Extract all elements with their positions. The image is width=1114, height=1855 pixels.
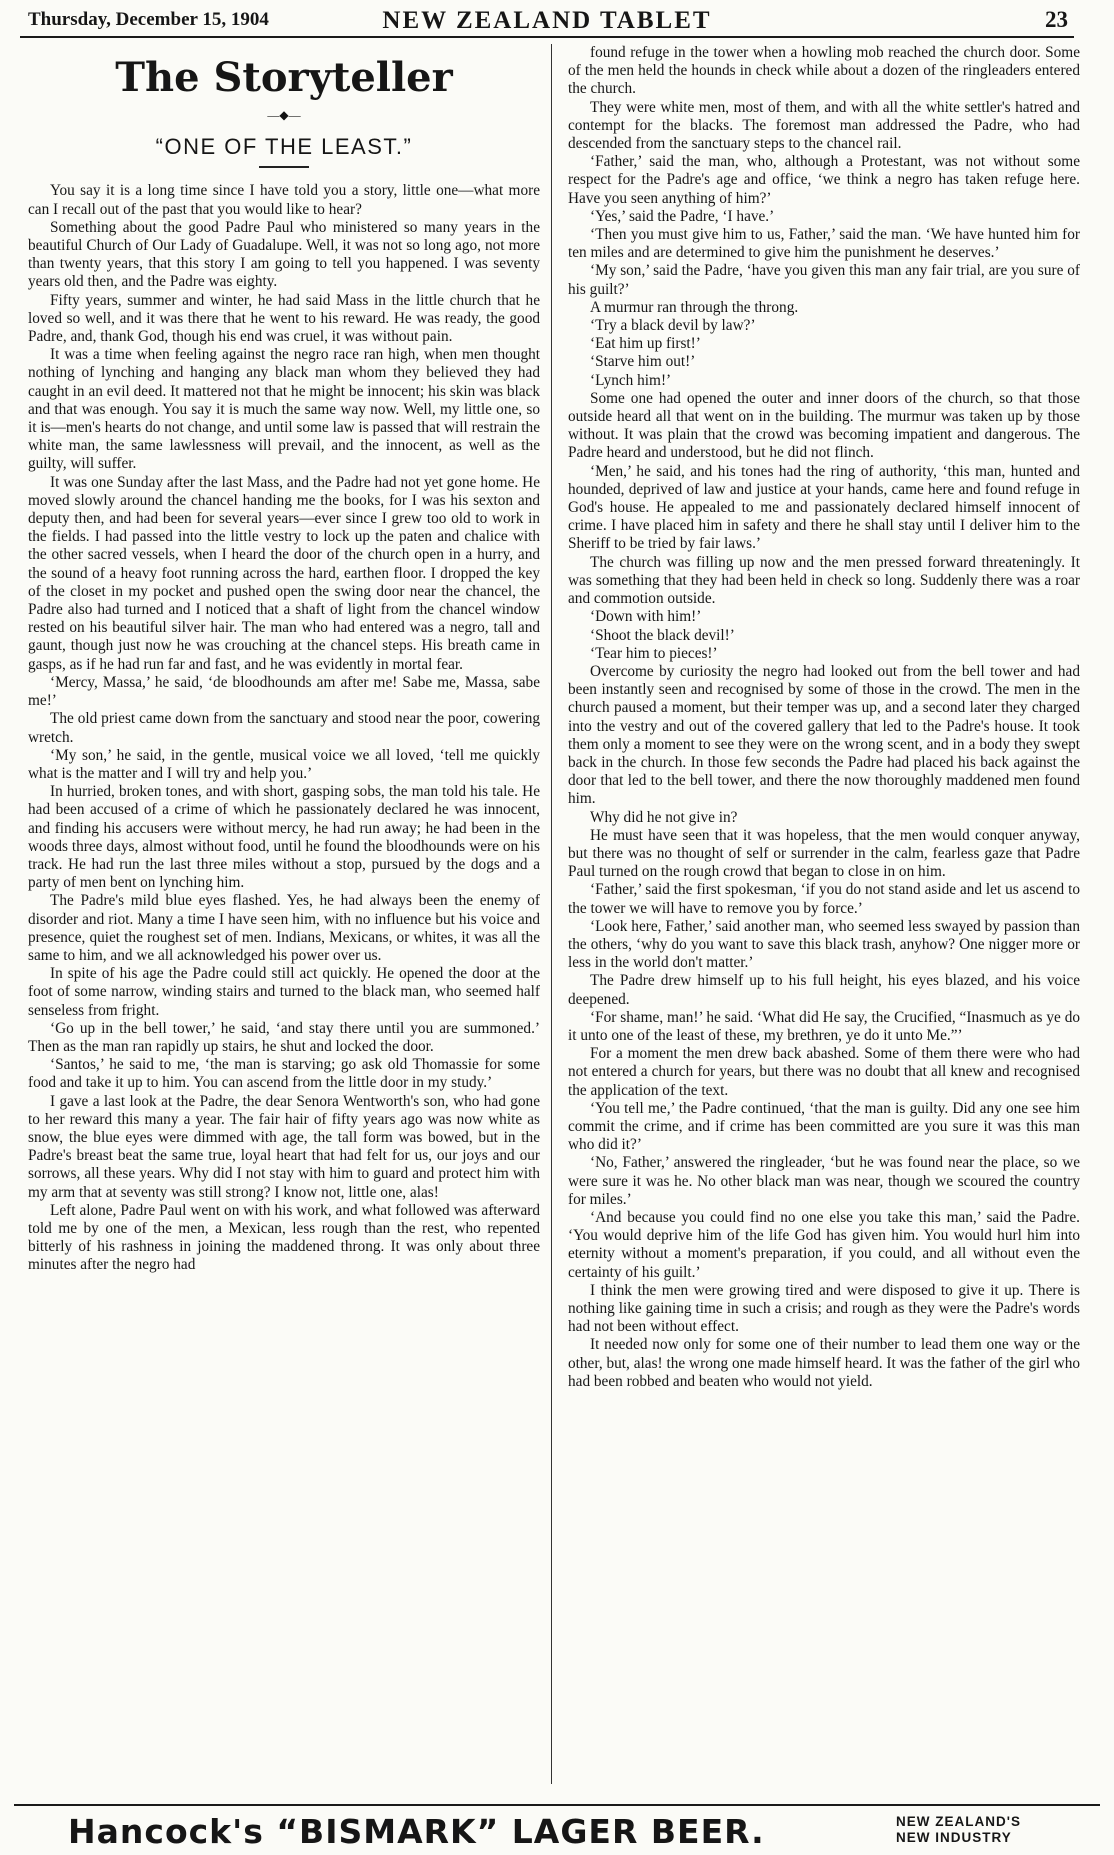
story-paragraph: ‘Go up in the bell tower,’ he said, ‘and stay there until you are summoned.’ Then as the man ran rapidly up stairs, he shut and locked the door. <box>28 1019 540 1055</box>
story-paragraph: ‘No, Father,’ answered the ringleader, ‘but he was found near the place, so we were sure it was he. No other black man was near, though we scoured the country for miles.’ <box>568 1154 1080 1208</box>
left-column <box>28 44 540 1784</box>
tagline-line-2: NEW INDUSTRY <box>896 1830 1012 1845</box>
story-paragraph: Left alone, Padre Paul went on with his work, and what followed was afterward told me by one of the men, a Mexican, less rough than the rest, who repented bitterly of his rashness in joining the maddened throng. It was only about three minutes after the negro had <box>28 1201 540 1274</box>
title-rule <box>259 166 309 168</box>
advertisement-tagline <box>896 1814 1021 1846</box>
story-paragraph: He must have seen that it was hopeless, that the men would conquer anyway, but there was no thought of self or surrender in the calm, fearless gaze that Padre Paul turned on the rough crowd that began to close in on him. <box>568 826 1080 881</box>
story-paragraph: ‘Father,’ said the man, who, although a Protestant, was not without some respect for the Padre's age and office, ‘we think a negro has taken refuge here. Have you seen anything of him?’ <box>568 153 1080 207</box>
story-paragraph: Overcome by curiosity the negro had looked out from the bell tower and had been instantly seen and recognised by some of those in the crowd. The men in the church paused a moment, but their temper was up, and a second later they charged into the vestry and out of the covered gallery that led to the Padre's house. It took them only a moment to see they were on the wrong scent, and in a body they swept back in the church. In those few seconds the Padre had placed his back against the door that led to the bell tower, and there the now thoroughly maddened men found him. <box>568 662 1080 808</box>
issue-date: Thursday, December 15, 1904 <box>28 9 269 30</box>
story-paragraph: You say it is a long time since I have told you a story, little one—what more can I recall out of the past that you would like to hear? <box>28 182 540 218</box>
story-paragraph: ‘Look here, Father,’ said another man, who seemed less swayed by passion than the others, ‘why do you want to save this black trash, anyhow? One nigger more or less in the world don't matter.’ <box>568 917 1080 972</box>
story-paragraph: It was one Sunday after the last Mass, and the Padre had not yet gone home. He moved slowly around the chancel handing me the books, for I was his sexton and deputy then, and had been for several years—ever since I grew too old to work in the fields. I had passed into the little vestry to lock up the paten and chalice with the other sacred vessels, when I heard the door of the church open in a hurry, and the sound of a heavy foot running across the hard, earthen floor. I dropped the key of the closet in my pocket and pushed open the swing door near the chancel, the Padre also had turned and I noticed that a shaft of light from the chancel window rested on his beautiful silver hair. The man who had entered was a negro, tall and gaunt, though just now he was crouching at the chancel steps. His breath came in gasps, as if he had run far and fast, and he was evidently in mortal fear. <box>28 473 540 673</box>
story-paragraph: For a moment the men drew back abashed. Some of them there were who had not entered a church for years, but there was no doubt that all knew and recognised the application of the text. <box>568 1045 1080 1099</box>
story-paragraph: ‘Mercy, Massa,’ he said, ‘de bloodhounds am after me! Sabe me, Massa, sabe me!’ <box>28 673 540 710</box>
story-paragraph: ‘You tell me,’ the Padre continued, ‘that the man is guilty. Did any one see him commit the crime, and if crime has been committed are you sure it was this man who did it?’ <box>568 1099 1080 1154</box>
story-paragraph: They were white men, most of them, and with all the white settler's hatred and contempt for the blacks. The foremost man addressed the Padre, who had descended from the sanctuary steps to the chancel rail. <box>568 98 1080 153</box>
story-paragraph: ‘Yes,’ said the Padre, ‘I have.’ <box>590 207 775 225</box>
story-paragraph: ‘Try a black devil by law?’ <box>590 317 756 335</box>
story-paragraph: ‘Men,’ he said, and his tones had the ring of authority, ‘this man, hunted and hounded, deprived of law and justice at your hands, came here and found refuge in God's house. He appealed to me and passionately declared himself innocent of crime. I have placed him in safety and there he shall stay until I deliver him to the Sheriff to be tried by fair laws.’ <box>568 462 1080 553</box>
story-paragraph: ‘Father,’ said the first spokesman, ‘if you do not stand aside and let us ascend to the tower we will have to remove you by force.’ <box>568 881 1080 917</box>
advertisement-banner <box>20 1812 1094 1852</box>
story-paragraph: I gave a last look at the Padre, the dear Senora Wentworth's son, who had gone to her reward this many a year. The fair hair of fifty years ago was now white as snow, the blue eyes were dimmed with age, the tall form was bowed, but in the Padre's breast beat the same true, loyal heart that had felt for us, our joys and our sorrows, all these years. Why did I not stay with him to guard and protect him with my arm that at seventy was still strong? I know not, little one, alas! <box>28 1092 540 1201</box>
story-paragraph: In hurried, broken tones, and with short, gasping sobs, the man told his tale. He had been accused of a crime of which he passionately declared he was innocent, and finding his accusers were without mercy, he had run away; he had been in the woods three days, almost without food, until he found the bloodhounds were on his track. He had run the last three miles without a stop, pursued by the dogs and a party of men bent on lynching him. <box>28 783 540 892</box>
story-paragraph: ‘My son,’ said the Padre, ‘have you given this man any fair trial, are you sure of his guilt?’ <box>568 262 1080 298</box>
story-paragraph: Fifty years, summer and winter, he had said Mass in the little church that he loved so well, and it was there that he went to his reward. He was ready, the good Padre, and, thank God, though his end was cruel, it was without pain. <box>28 291 540 346</box>
story-paragraph: ‘And because you could find no one else you take this man,’ said the Padre. ‘You would deprive him of the life God has given him. You would hurl him into eternity without a moment's preparation, if you could, and all without even the certainty of his guilt.’ <box>568 1209 1080 1281</box>
story-paragraph: It was a time when feeling against the negro race ran high, when men thought nothing of lynching and hanging any black man whom they believed they had caught in an evil deed. It mattered not that he might be innocent; his skin was black and that was enough. You say it is much the same way now. Well, my little one, so it is—men's hearts do not change, and until some law is passed that will restrain the white man, the same lawlessness will prevail, and the innocent, as well as the guilty, will suffer. <box>28 346 540 473</box>
section-title: The Storyteller <box>115 54 453 101</box>
left-column-body <box>28 182 540 1274</box>
story-paragraph: ‘Shoot the black devil!’ <box>590 626 735 644</box>
story-paragraph: Some one had opened the outer and inner doors of the church, so that those outside heard all that went on in the building. The murmur was taken up by those without. It was plain that the crowd was becoming impatient and dangerous. The Padre heard and understood, but he did not flinch. <box>568 389 1080 462</box>
story-paragraph: ‘Then you must give him to us, Father,’ said the man. ‘We have hunted him for ten miles and are determined to give him the punishment he deserves.’ <box>568 226 1080 262</box>
story-paragraph: The Padre drew himself up to his full height, his eyes blazed, and his voice deepened. <box>568 972 1080 1008</box>
story-paragraph: ‘Eat him up first!’ <box>590 335 701 353</box>
story-paragraph: The old priest came down from the sanctuary and stood near the poor, cowering wretch. <box>28 710 540 746</box>
right-column-body <box>568 44 1080 1391</box>
story-paragraph: A murmur ran through the throng. <box>590 298 799 316</box>
advertisement-text: Hancock's “BISMARK” LAGER BEER. <box>68 1812 765 1851</box>
story-paragraph: I think the men were growing tired and were disposed to give it up. There is nothing like gaining time in such a crisis; and rough as they were the Padre's words had not been without effect. <box>568 1281 1080 1336</box>
story-title: “ONE OF THE LEAST.” <box>155 134 413 160</box>
story-paragraph: Something about the good Padre Paul who ministered so many years in the beautiful Church of Our Lady of Guadalupe. Well, it was not so long ago, not more than twenty years, that this story I am going to tell you happened. I was seventy years old then, and the Padre was eighty. <box>28 218 540 291</box>
story-paragraph: ‘Starve him out!’ <box>590 353 696 371</box>
right-column <box>568 44 1080 1784</box>
footer-rule <box>14 1804 1100 1806</box>
story-paragraph: found refuge in the tower when a howling mob reached the church door. Some of the men held the hounds in check while about a dozen of the ringleaders entered the church. <box>568 44 1080 98</box>
page-number: 23 <box>1045 7 1068 32</box>
tagline-line-1: NEW ZEALAND'S <box>896 1814 1021 1829</box>
story-paragraph: The church was filling up now and the men pressed forward threateningly. It was something that they had been held in check so long. Suddenly there was a roar and commotion outside. <box>568 553 1080 608</box>
publication-title: NEW ZEALAND TABLET <box>382 7 712 34</box>
story-paragraph: It needed now only for some one of their number to lead them one way or the other, but, alas! the wrong one made himself heard. It was the father of the girl who had been robbed and beaten who would not yield. <box>568 1336 1080 1390</box>
title-ornament: —◆— <box>267 108 301 122</box>
story-paragraph: ‘Tear him to pieces!’ <box>590 644 718 662</box>
story-paragraph: ‘Santos,’ he said to me, ‘the man is starving; go ask old Thomassie for some food and take it up to him. You can ascend from the little door in my study.’ <box>28 1056 540 1092</box>
page-header <box>20 6 1074 38</box>
story-paragraph: In spite of his age the Padre could still act quickly. He opened the door at the foot of some narrow, winding stairs and turned to the black man, who seemed half senseless from fright. <box>28 965 540 1019</box>
story-paragraph: Why did he not give in? <box>590 808 738 826</box>
story-paragraph: ‘For shame, man!’ he said. ‘What did He say, the Crucified, “Inasmuch as ye do it unto one of the least of these, my brethren, ye do it unto Me.”’ <box>568 1008 1080 1044</box>
story-paragraph: ‘Lynch him!’ <box>590 371 672 389</box>
story-paragraph: ‘Down with him!’ <box>590 608 702 626</box>
story-paragraph: The Padre's mild blue eyes flashed. Yes, he had always been the enemy of disorder and riot. Many a time I have seen him, with no influence but his voice and presence, quiet the roughest set of men. Indians, Mexicans, or whites, it was all the same to him, and we all acknowledged his power over us. <box>28 892 540 964</box>
column-divider <box>551 44 552 1784</box>
story-paragraph: ‘My son,’ he said, in the gentle, musical voice we all loved, ‘tell me quickly what is the matter and I will try and help you.’ <box>28 746 540 782</box>
